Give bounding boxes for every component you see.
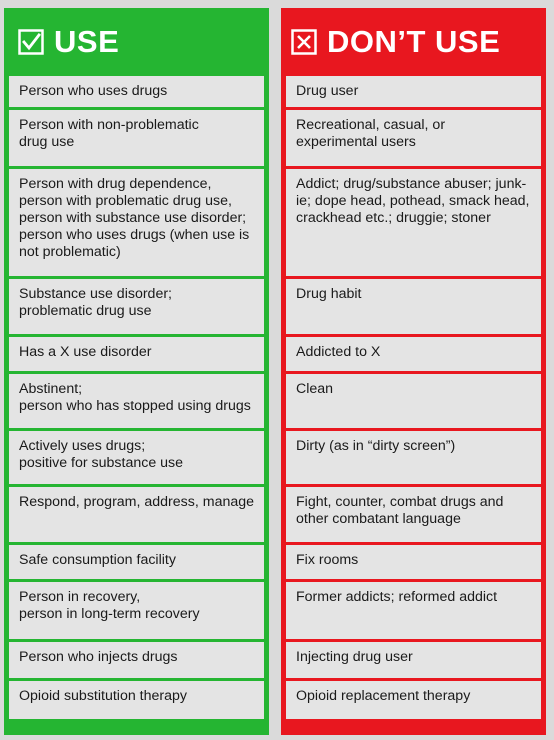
use-row: Safe consumption facility <box>9 545 264 579</box>
dont-use-row: Addicted to X <box>286 337 541 371</box>
dont-use-row: Opioid replacement therapy <box>286 681 541 719</box>
dont-use-row: Injecting drug user <box>286 642 541 678</box>
use-row: Person with non-problematic drug use <box>9 110 264 166</box>
dont-use-title: DON’T USE <box>327 24 501 59</box>
use-row: Opioid substitution therapy <box>9 681 264 719</box>
use-row: Actively uses drugs; positive for substance use <box>9 431 264 484</box>
use-row: Respond, program, address, manage <box>9 487 264 542</box>
dont-use-row: Fight, counter, combat drugs and other combatant language <box>286 487 541 542</box>
dont-use-row: Recreational, casual, or experimental users <box>286 110 541 166</box>
use-row: Person who injects drugs <box>9 642 264 678</box>
dont-use-row: Former addicts; reformed addict <box>286 582 541 639</box>
dont-use-row: Clean <box>286 374 541 428</box>
dont-use-row: Dirty (as in “dirty screen”) <box>286 431 541 484</box>
use-row: Person with drug dependence, person with problematic drug use, person with substance use disorder; person who uses drugs (when use is not problematic) <box>9 169 264 276</box>
dont-use-row: Addict; drug/substance abuser; junk- ie; dope head, pothead, smack head, crackhead etc.; druggie; stoner <box>286 169 541 276</box>
use-header <box>4 8 269 76</box>
checkbox-check-icon <box>18 29 44 55</box>
checkbox-x-icon <box>291 29 317 55</box>
dont-use-column <box>281 8 546 735</box>
use-row: Abstinent; person who has stopped using drugs <box>9 374 264 428</box>
dont-use-header <box>281 8 546 76</box>
use-column <box>4 8 269 735</box>
use-row: Has a X use disorder <box>9 337 264 371</box>
dont-use-row: Fix rooms <box>286 545 541 579</box>
dont-use-row: Drug habit <box>286 279 541 334</box>
use-row: Person in recovery, person in long-term recovery <box>9 582 264 639</box>
use-title: USE <box>54 24 120 59</box>
use-row: Substance use disorder; problematic drug use <box>9 279 264 334</box>
use-row: Person who uses drugs <box>9 76 264 107</box>
dont-use-row: Drug user <box>286 76 541 107</box>
